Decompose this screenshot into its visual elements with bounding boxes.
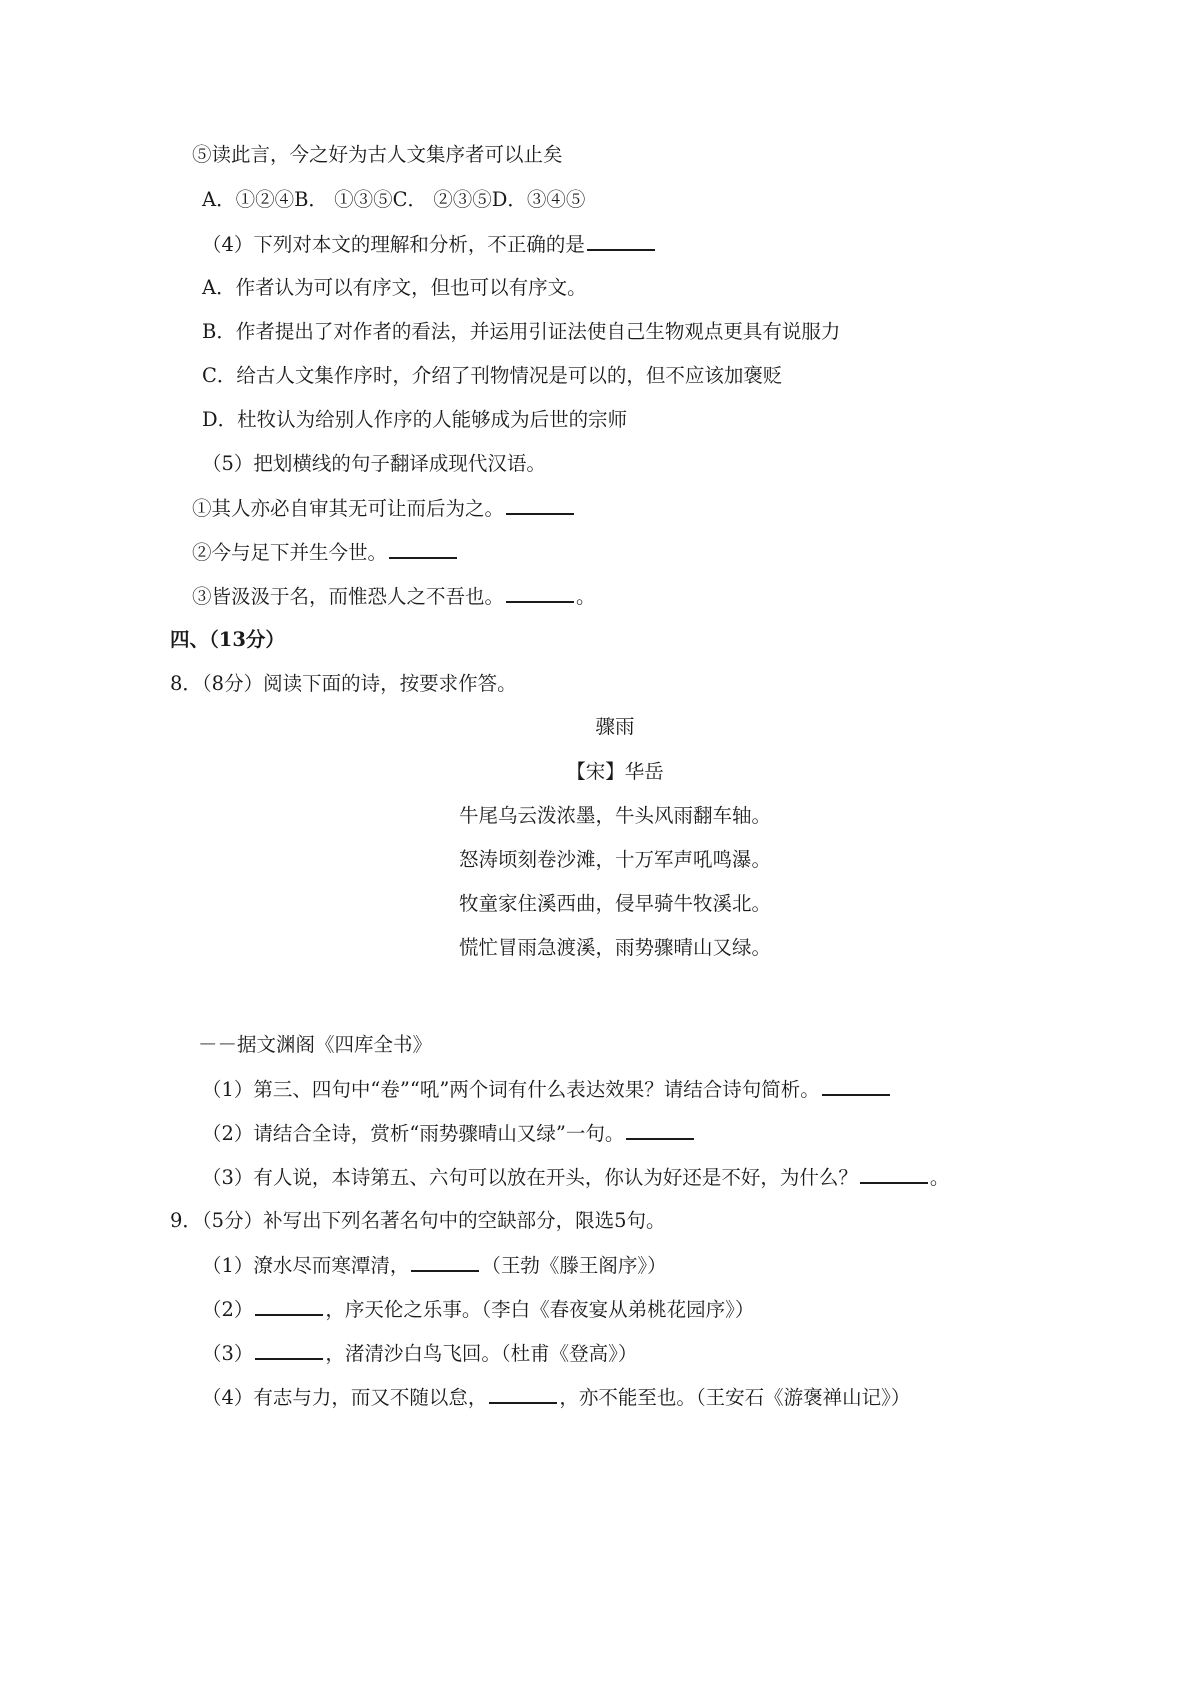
q8-stem: 8．（8分）阅读下面的诗，按要求作答。	[170, 672, 517, 695]
q7-translate-2	[192, 539, 459, 566]
q7-option-4a: A．作者认为可以有序文，但也可以有序文。	[202, 276, 587, 299]
q7-item-5: ⑤读此言，今之好为古人文集序者可以止矣	[192, 143, 563, 166]
q9-stem: 9．（5分）补写出下列名著名句中的空缺部分，限选5句。	[170, 1209, 666, 1232]
q9-line-1-prefix: （1）潦水尽而寒潭清，	[202, 1254, 410, 1277]
q7-translate-1	[192, 495, 576, 522]
poem-source: －－据文渊阁《四库全书》	[198, 1033, 433, 1056]
answer-blank	[255, 1296, 323, 1316]
q7-translate-3-text: ③皆汲汲于名，而惟恐人之不吾也。	[192, 585, 505, 608]
q7-option-4c: C．给古人文集作序时，介绍了刊物情况是可以的，但不应该加褒贬	[202, 364, 783, 387]
answer-blank	[489, 1384, 557, 1404]
q7-sub-4	[202, 231, 657, 258]
answer-blank	[411, 1252, 479, 1272]
answer-blank	[587, 231, 655, 251]
q9-line-4	[202, 1384, 910, 1411]
q7-translate-3-end: 。	[576, 585, 596, 608]
poem-author: 【宋】华岳	[566, 760, 664, 783]
poem-line: 慌忙冒雨急渡溪，雨势骤晴山又绿。	[458, 936, 771, 959]
answer-blank	[822, 1076, 890, 1096]
q8-sub-3-end: 。	[929, 1166, 950, 1189]
q7-choices-3: A．①②④B． ①③⑤C． ②③⑤D．③④⑤	[202, 188, 586, 211]
q9-line-3	[202, 1340, 637, 1367]
q9-line-2-prefix: （2）	[202, 1298, 254, 1321]
q7-translate-1-text: ①其人亦必自审其无可让而后为之。	[192, 497, 505, 520]
poem-line: 牛尾乌云泼浓墨，牛头风雨翻车轴。	[458, 804, 771, 827]
poem-title: 骤雨	[595, 715, 635, 738]
poem-line: 怒涛顷刻卷沙滩，十万军声吼鸣瀑。	[458, 848, 771, 871]
q8-sub-3-text: （3）有人说，本诗第五、六句可以放在开头，你认为好还是不好，为什么？	[202, 1166, 858, 1189]
q8-sub-1-text: （1）第三、四句中“卷”“吼”两个词有什么表达效果？请结合诗句简析。	[202, 1078, 820, 1101]
q9-line-4-prefix: （4）有志与力，而又不随以怠，	[202, 1386, 488, 1409]
answer-blank	[626, 1120, 694, 1140]
q7-option-4d: D．杜牧认为给别人作序的人能够成为后世的宗师	[202, 408, 628, 431]
answer-blank	[860, 1164, 928, 1184]
answer-blank	[389, 539, 457, 559]
q7-option-4b: B．作者提出了对作者的看法，并运用引证法使自己生物观点更具有说服力	[202, 320, 841, 343]
q9-line-1	[202, 1252, 667, 1279]
q7-translate-3	[192, 583, 596, 610]
q8-sub-2-text: （2）请结合全诗，赏析“雨势骤晴山又绿”一句。	[202, 1122, 625, 1145]
q9-line-2	[202, 1296, 754, 1323]
q7-sub-4-text: （4）下列对本文的理解和分析，不正确的是	[202, 233, 585, 256]
answer-blank	[506, 583, 574, 603]
q7-sub-5: （5）把划横线的句子翻译成现代汉语。	[202, 452, 546, 475]
q9-line-3-suffix: ，渚清沙白鸟飞回。（杜甫《登高》）	[325, 1342, 638, 1365]
answer-blank	[255, 1340, 323, 1360]
poem-line: 牧童家住溪西曲，侵早骑牛牧溪北。	[458, 892, 771, 915]
q8-sub-1	[202, 1076, 892, 1103]
section-heading-4: 四、（13分）	[170, 628, 285, 651]
q9-line-1-suffix: （王勃《滕王阁序》）	[481, 1254, 667, 1277]
q8-sub-3	[202, 1164, 949, 1191]
answer-blank	[506, 495, 574, 515]
q8-sub-2	[202, 1120, 696, 1147]
q9-line-2-suffix: ，序天伦之乐事。（李白《春夜宴从弟桃花园序》）	[325, 1298, 755, 1321]
q9-line-4-suffix: ，亦不能至也。（王安石《游褒禅山记》）	[559, 1386, 911, 1409]
q9-line-3-prefix: （3）	[202, 1342, 254, 1365]
q7-translate-2-text: ②今与足下并生今世。	[192, 541, 388, 564]
